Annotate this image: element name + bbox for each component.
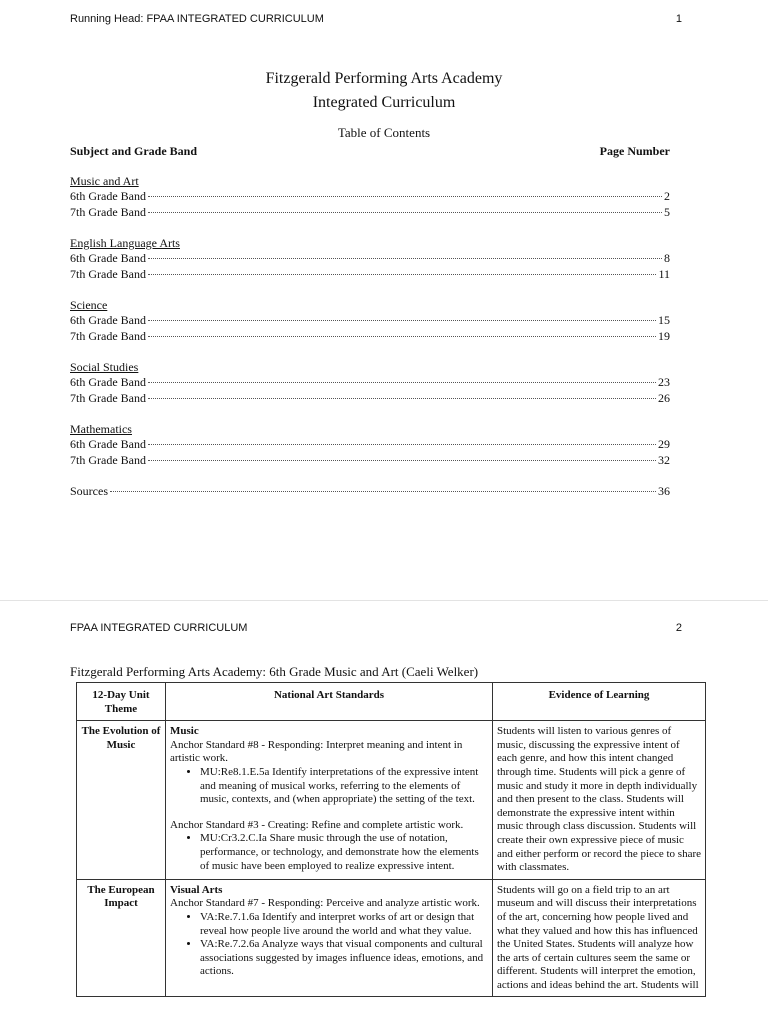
toc-row-label: 6th Grade Band (70, 251, 146, 265)
toc-row-page: 29 (658, 437, 670, 451)
standards-table (76, 682, 706, 997)
toc-column-headers (70, 144, 670, 159)
toc-row (70, 313, 670, 329)
standard-list (170, 766, 488, 807)
toc-row-label: 6th Grade Band (70, 313, 146, 327)
toc-row-page: 11 (658, 266, 670, 281)
toc-section-social-studies (70, 360, 670, 406)
running-head-text: FPAA INTEGRATED CURRICULUM (70, 622, 248, 634)
standard-list (170, 911, 488, 979)
toc-section-title: English Language Arts (70, 236, 180, 250)
document-subtitle: Integrated Curriculum (312, 94, 456, 111)
running-head (70, 622, 682, 634)
toc-leader (148, 382, 656, 383)
toc-row (70, 329, 670, 345)
document-title: Fitzgerald Performing Arts Academy (265, 70, 503, 87)
toc-row-page: 36 (658, 484, 670, 498)
standard-list (170, 832, 488, 873)
toc-leader (110, 491, 656, 492)
standard-item: • MU:Cr3.2.C.Ia Share music through the use of notation, performance, or technology, and demonstrate how the elements of music have been employed to realize expressive intent. (200, 832, 488, 873)
toc-leader (148, 258, 662, 259)
toc-row-page: 8 (664, 251, 670, 265)
toc-section-title: Science (70, 298, 108, 312)
toc-row-label: Sources (70, 484, 108, 498)
table-row (77, 721, 706, 880)
toc-row-page: 32 (658, 452, 670, 467)
toc-row (70, 267, 670, 283)
toc-section-title: Social Studies (70, 360, 139, 374)
toc-row-page: 2 (664, 189, 670, 203)
toc-leader (148, 212, 662, 213)
toc-leader (148, 336, 656, 337)
header-standards: National Art Standards (166, 683, 493, 721)
toc-leader (148, 444, 656, 445)
page-number: 2 (675, 622, 682, 634)
page-break (0, 600, 768, 601)
anchor-standard: Anchor Standard #3 - Creating: Refine and complete artistic work. (170, 818, 464, 831)
toc-row-page: 19 (658, 328, 670, 343)
toc-row-sources (70, 484, 670, 500)
toc-row-label: 7th Grade Band (70, 266, 146, 281)
evidence-cell: Students will go on a field trip to an art museum and will discuss their interpretations of the art, concerning how people lived and what they valued and how this has influenced the United States. Students will analyze how the arts of certain cultures seem the same or different. Students will interpret the emotion, actions and ideas behind the art. Students will (493, 879, 706, 997)
toc-row-label: 6th Grade Band (70, 189, 146, 203)
toc-title: Table of Contents (337, 125, 431, 140)
page-number: 1 (675, 13, 682, 25)
toc-row-page: 26 (658, 390, 670, 405)
toc-leader (148, 196, 662, 197)
running-head (70, 13, 682, 25)
toc-section-english (70, 236, 670, 282)
table-of-contents (70, 174, 670, 500)
toc-leader (148, 274, 656, 275)
toc-row (70, 205, 670, 221)
toc-row-label: 6th Grade Band (70, 437, 146, 451)
toc-section-mathematics (70, 422, 670, 468)
running-head-text: Running Head: FPAA INTEGRATED CURRICULUM (70, 13, 324, 25)
unit-theme: The Evolution of Music (77, 721, 166, 880)
table-header-row (77, 683, 706, 721)
toc-row (70, 391, 670, 407)
standard-item: • VA:Re.7.2.6a Analyze ways that visual components and cultural associations suggested by images influence ideas, emotions, and actions. (200, 938, 488, 979)
toc-row (70, 453, 670, 469)
toc-section-title: Music and Art (70, 174, 139, 188)
toc-leader (148, 460, 656, 461)
toc-leader (148, 320, 656, 321)
toc-row-page: 23 (658, 375, 670, 389)
table-row (77, 879, 706, 997)
toc-row (70, 189, 670, 205)
evidence-cell: Students will listen to various genres of music, discussing the expressive intent of each genre, and how this intent changed through time. Students will pick a genre of music and study it more in depth individually and then present to the class. Students will demonstrate the expressive intent within music through class discussion. Students will create their own expressive piece of music and either perform or record the piece to share with classmates. (493, 721, 706, 880)
toc-row-page: 15 (658, 313, 670, 327)
toc-row (70, 375, 670, 391)
toc-section-music-art (70, 174, 670, 220)
toc-row-page: 5 (664, 204, 670, 219)
toc-row (70, 251, 670, 267)
toc-row-label: 6th Grade Band (70, 375, 146, 389)
header-theme: 12-Day Unit Theme (77, 683, 166, 721)
header-evidence: Evidence of Learning (493, 683, 706, 721)
toc-row-label: 7th Grade Band (70, 328, 146, 343)
standard-item: • VA:Re.7.1.6a Identify and interpret works of art or design that reveal how people live around the world and what they value. (200, 911, 488, 938)
toc-row-label: 7th Grade Band (70, 452, 146, 467)
toc-row-label: 7th Grade Band (70, 204, 146, 219)
toc-leader (148, 398, 656, 399)
toc-col-subject: Subject and Grade Band (70, 144, 198, 158)
anchor-standard: Anchor Standard #7 - Responding: Perceive and analyze artistic work. (170, 897, 480, 910)
toc-row-label: 7th Grade Band (70, 390, 146, 405)
subject-area: Music (170, 725, 199, 738)
standards-cell (166, 721, 493, 880)
anchor-standard: Anchor Standard #8 - Responding: Interpret meaning and intent in artistic work. (170, 738, 463, 765)
toc-section-science (70, 298, 670, 344)
subject-area: Visual Arts (170, 883, 223, 896)
standards-cell (166, 879, 493, 997)
toc-col-page: Page Number (599, 144, 670, 158)
standard-item: • MU:Re8.1.E.5a Identify interpretations of the expressive intent and meaning of musical works, referring to the elements of music, contexts, and (when appropriate) the setting of the text. (200, 766, 488, 807)
curriculum-title: Fitzgerald Performing Arts Academy: 6th Grade Music and Art (Caeli Welker) (70, 664, 479, 679)
unit-theme: The European Impact (77, 879, 166, 997)
toc-row (70, 437, 670, 453)
toc-section-title: Mathematics (70, 422, 132, 436)
